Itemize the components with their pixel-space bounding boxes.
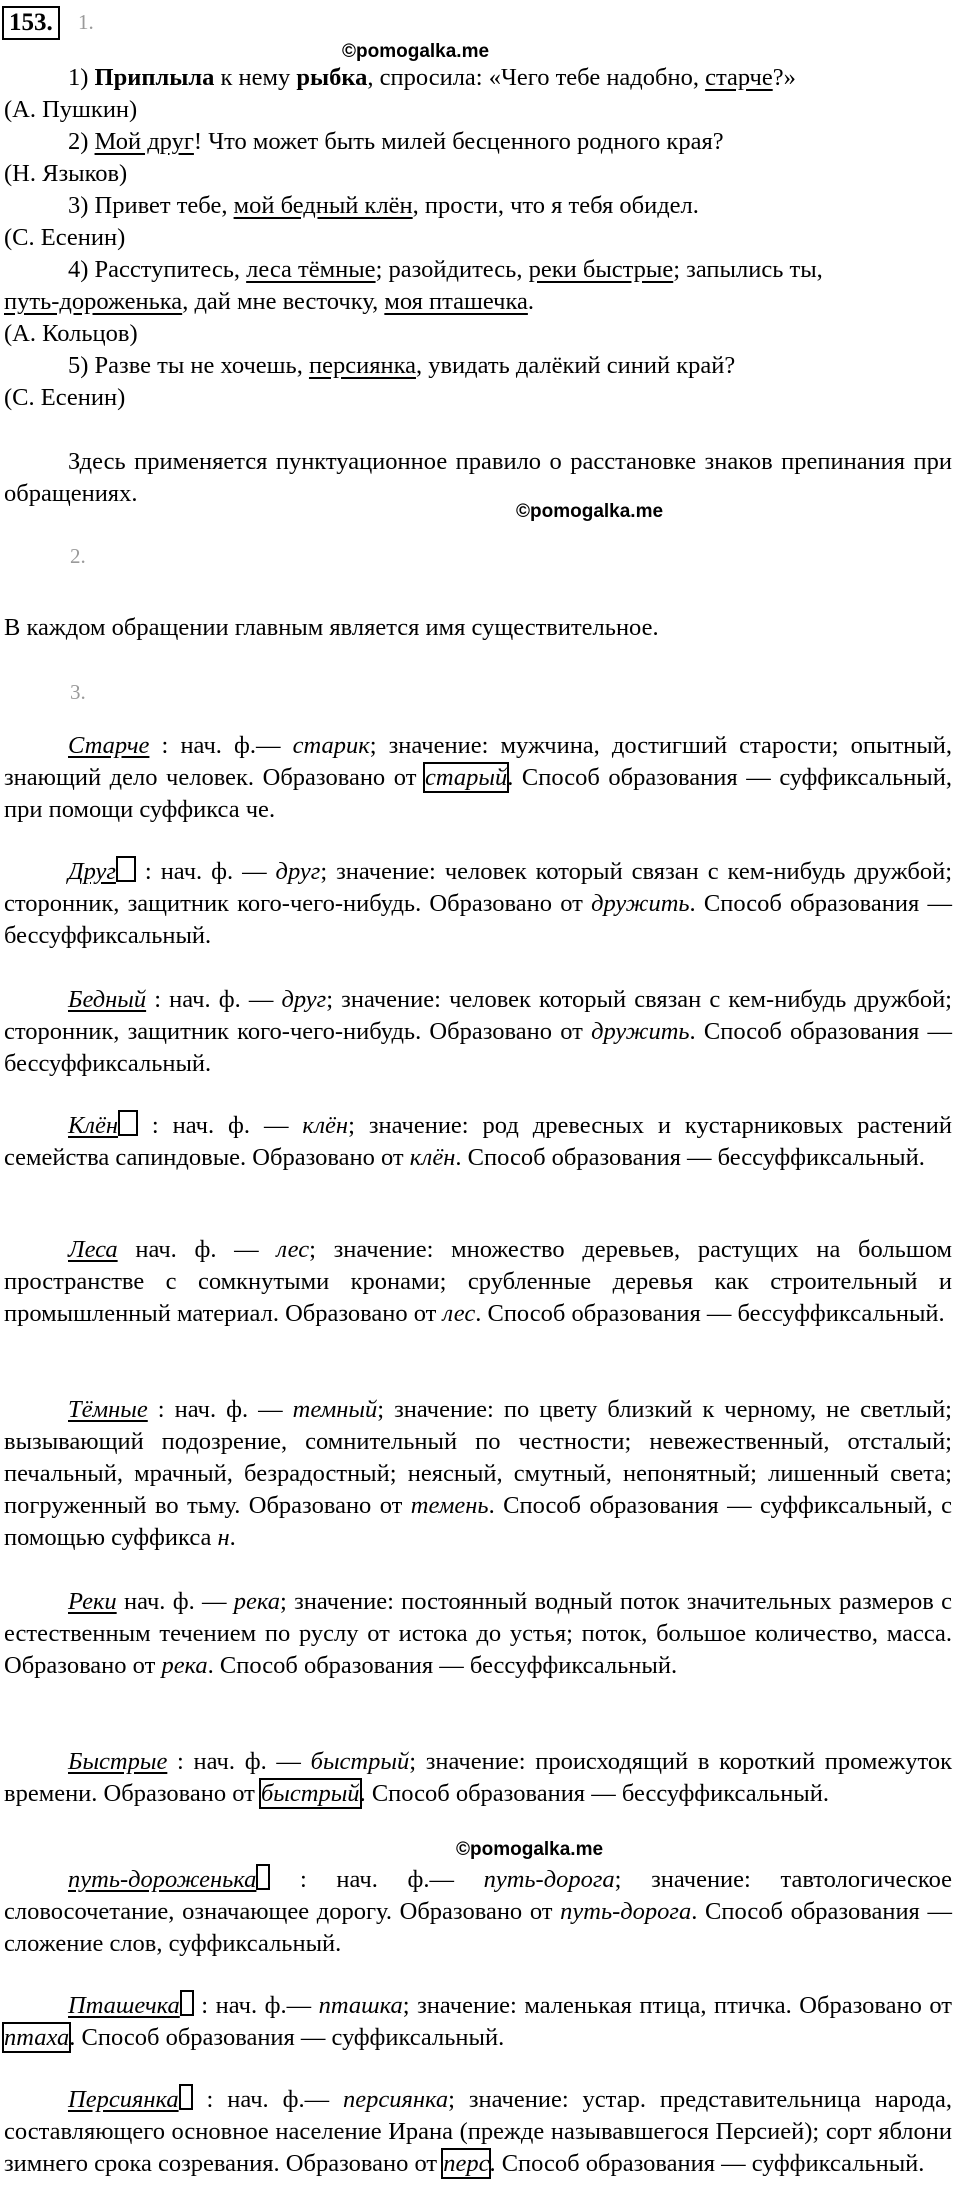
ending-box — [118, 1110, 138, 1136]
entry-word: Пташечка — [68, 1992, 180, 2019]
watermark: ©pomogalka.me — [516, 501, 664, 522]
entry-bystrye: Быстрые : нач. ф. — быстрый; значение: происходящий в короткий промежуток времени. Образовано от быстрый. Способ образования — бессуффиксальный. — [4, 1748, 952, 1807]
entry-word: Старче — [68, 732, 150, 759]
sentence-1: 1) Приплыла к нему рыбка, спросила: «Чего тебе надобно, старче?» — [68, 64, 796, 91]
sentence-1-author: (А. Пушкин) — [4, 96, 138, 123]
watermark: ©pomogalka.me — [342, 41, 490, 62]
sentence-4-line-2: путь-дороженька, дай мне весточку, моя пташечка. — [4, 288, 534, 315]
entry-word: Реки — [68, 1588, 117, 1615]
section-3-number: 3. — [70, 680, 86, 704]
sentence-5-author: (С. Есенин) — [4, 384, 126, 411]
entry-word: Леса — [68, 1236, 118, 1263]
entry-word: Бедный — [68, 986, 147, 1013]
sentence-2: 2) Мой друг! Что может быть милей бесценного родного края? — [68, 128, 724, 155]
entry-word: Тёмные — [68, 1396, 148, 1423]
section-2-number: 2. — [70, 544, 86, 568]
entry-persiyanka: Персиянка : нач. ф.— персиянка; значение: устар. представительница народа, составляющего основное население Ирана (прежде называвшегося Персией); сорт яблони зимнего срока созревания. Образовано от перс. Способ образования — суффиксальный. — [4, 2086, 953, 2177]
entry-reki: Реки нач. ф. — река; значение: постоянный водный поток значительных размеров с естественным течением по руслу от истока до устья; поток, большое количество, масса. Образовано от река. Способ образования — бессуффиксальный. — [4, 1588, 953, 1679]
entry-word: Персиянка — [68, 2086, 179, 2113]
entry-word: Быстрые — [68, 1748, 168, 1775]
section-2-text: В каждом обращении главным является имя существительное. — [4, 614, 659, 641]
entry-tyomnye: Тёмные : нач. ф. — темный; значение: по цвету близкий к черному, не светлый; вызывающий подозрение, сомнительный по честности; невежественный, отсталый; печальный, мрачный, безрадостный; неясный, смутный, непонятный; лишенный света; погруженный во тьму. Образовано от темень. Способ образования — суффиксальный, с помощью суффикса н. — [4, 1396, 952, 1551]
entry-word: путь-дороженька — [68, 1866, 257, 1893]
entry-starche: Старче : нач. ф.— старик; значение: мужчина, достигший старости; опытный, знающий дело человек. Образовано от старый. Способ образования — суффиксальный, при помощи суффикса че. — [4, 732, 953, 823]
ending-box — [116, 856, 136, 882]
sentence-5: 5) Разве ты не хочешь, персиянка, увидать далёкий синий край? — [68, 352, 736, 379]
entry-klyon: Клён : нач. ф. — клён; значение: род древесных и кустарниковых растений семейства сапиндовые. Образовано от клён. Способ образования — бессуффиксальный. — [4, 1112, 952, 1171]
entry-word: Клён — [68, 1112, 118, 1139]
section-1-number: 1. — [78, 10, 94, 34]
sentence-3: 3) Привет тебе, мой бедный клён, прости, что я тебя обидел. — [68, 192, 699, 219]
ending-box — [256, 1864, 270, 1890]
entry-word: Друг — [68, 858, 116, 885]
sentence-2-author: (Н. Языков) — [4, 160, 128, 187]
sentence-4-line-1: 4) Расступитесь, леса тёмные; разойдитесь, реки быстрые; запылись ты, — [68, 256, 823, 283]
exercise-number: 153. — [2, 6, 60, 40]
ending-box — [180, 1990, 194, 2016]
entry-bedny: Бедный : нач. ф. — друг; значение: человек который связан с кем-нибудь дружбой; сторонник, защитник кого-чего-нибудь. Образовано от дружить. Способ образования — бессуффиксальный. — [4, 986, 952, 1077]
entry-lesa: Леса нач. ф. — лес; значение: множество деревьев, растущих на большом пространстве с сомкнутыми кронами; срубленные деревья как строительный и промышленный материал. Образовано от лес. Способ образования — бессуффиксальный. — [4, 1236, 952, 1327]
entry-drug: Друг : нач. ф. — друг; значение: человек который связан с кем-нибудь дружбой; сторонник, защитник кого-чего-нибудь. Образовано от дружить. Способ образования — бессуффиксальный. — [4, 858, 952, 949]
entry-ptashechka: Пташечка : нач. ф.— пташка; значение: маленькая птица, птичка. Образовано от птаха. Способ образования — суффиксальный. — [4, 1992, 952, 2051]
watermark: ©pomogalka.me — [456, 1839, 604, 1860]
sentence-3-author: (С. Есенин) — [4, 224, 126, 251]
ending-box — [179, 2084, 193, 2110]
sentence-4-author: (А. Кольцов) — [4, 320, 138, 347]
entry-put-dorozhenka: путь-дороженька : нач. ф.— путь-дорога; значение: тавтологическое словосочетание, означающее дорогу. Образовано от путь-дорога. Способ образования — сложение слов, суффиксальный. — [4, 1866, 952, 1957]
rule-text: Здесь применяется пунктуационное правило о расстановке знаков препинания при обращениях. — [4, 448, 952, 507]
